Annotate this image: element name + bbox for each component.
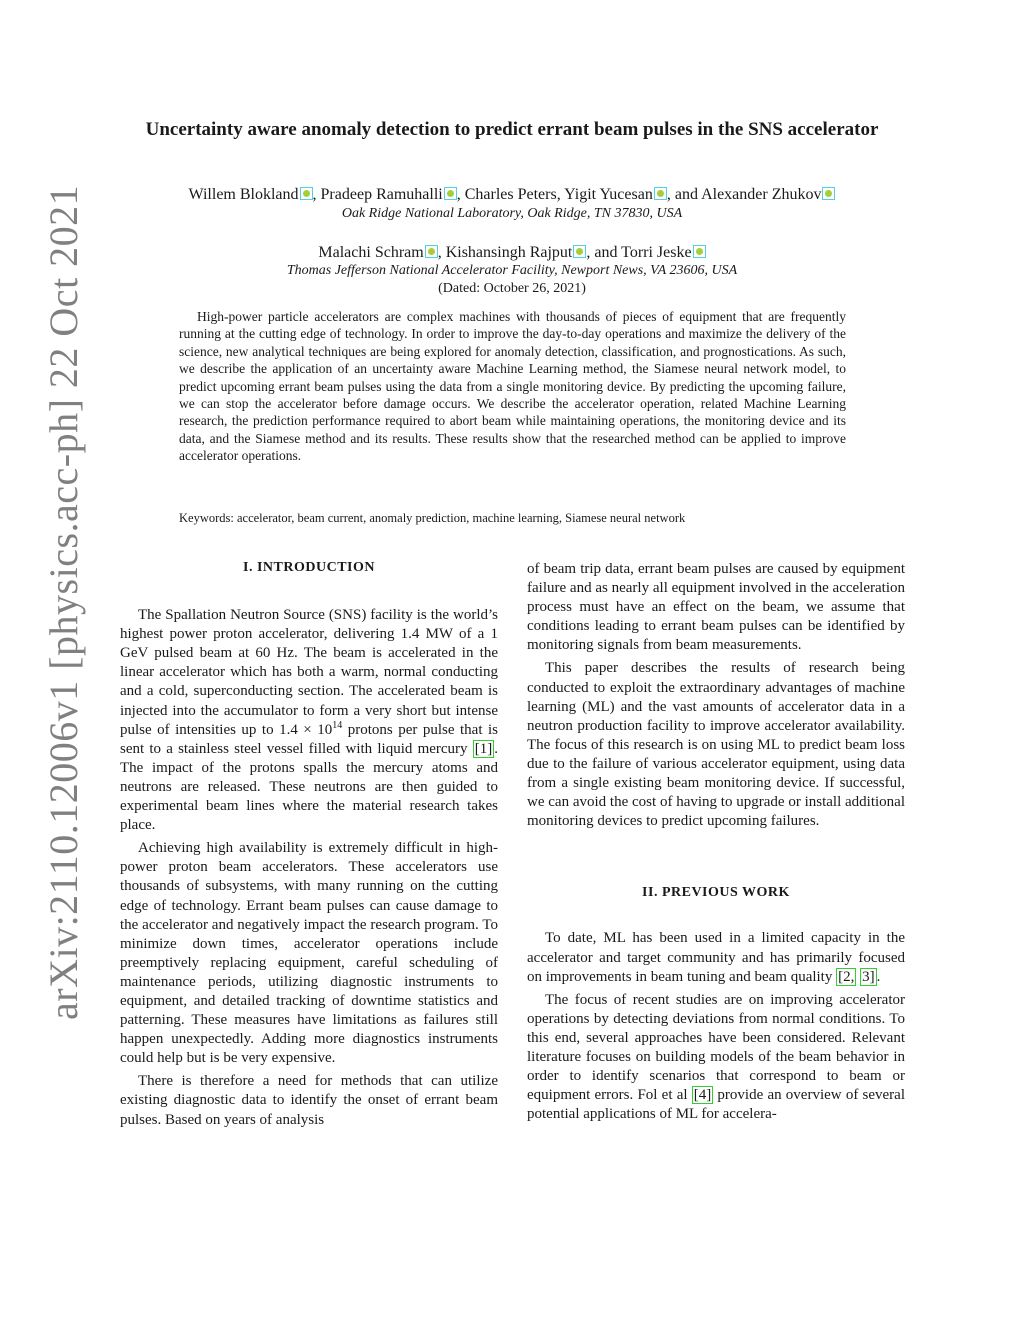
- date-line: (Dated: October 26, 2021): [438, 281, 586, 296]
- author-name: Yigit Yucesan: [564, 186, 653, 203]
- intro-paragraph-3: There is therefore a need for methods that can utilize existing diagnostic data to identify the onset of errant beam pulses. Based on years of analysis: [120, 1073, 498, 1128]
- arxiv-identifier-stamp: arXiv:2110.12006v1 [physics.acc-ph] 22 Oct 2021: [41, 184, 86, 1020]
- section-heading-previous-work: II. PREVIOUS WORK: [642, 885, 790, 901]
- intro-paragraph-3-continued: of beam trip data, errant beam pulses are caused by equipment failure and as nearly all equipment involved in the acceleration process must have an effect on the beam, we assume that conditions leading to errant beam pulses can be identified by monitoring signals from beam measurements.: [527, 561, 905, 654]
- affiliation-jlab: Thomas Jefferson National Accelerator Facility, Newport News, VA 23606, USA: [286, 263, 738, 278]
- right-column: [527, 560, 905, 1124]
- citation-link[interactable]: 3]: [862, 968, 875, 985]
- paper-title: Uncertainty aware anomaly detection to predict errant beam pulses in the SNS accelerator: [145, 119, 879, 140]
- intro-paragraph-4: This paper describes the results of research being conducted to exploit the extraordinary advantages of machine learning (ML) and the vast amounts of accelerator data in a neutron production facility to improve accelerator availability. The focus of this research is on using ML to predict beam loss due to the failure of various accelerator equipment, using data from a single existing beam monitoring device. If successful, we can avoid the cost of having to upgrade or install additional monitoring devices to predict upcoming failures.: [527, 660, 905, 830]
- left-column: [120, 558, 498, 1130]
- orcid-icon[interactable]: [300, 187, 313, 200]
- author-name: Willem Blokland: [188, 186, 299, 203]
- author-name: and Torri Jeske: [594, 244, 692, 261]
- intro-paragraph-2: Achieving high availability is extremely difficult in high-power proton beam accelerators. These accelerators use thousands of subsystems, with many running on the cutting edge of technology. Errant beam pulses can cause damage to the accelerator and negatively impact the research program. To minimize down times, accelerator operations include preemptively replacing equipment, careful scheduling of maintenance periods, utilizing diagnostic instruments to equipment, and detailed tracking of downtime statistics and patterning. These measures have limitations as failures still happen unexpectedly. Adding more diagnostics instruments could help but is be very expensive.: [120, 840, 498, 1067]
- orcid-icon[interactable]: [425, 245, 438, 258]
- exponent: 14: [332, 719, 343, 731]
- prev-p2-text: provide an overview of several potential applications of ML for accelera-: [527, 1087, 905, 1123]
- intro-p1-text: protons per pulse that is sent to a stainless steel vessel filled with liquid mercury: [120, 721, 498, 757]
- author-name: Charles Peters: [464, 186, 557, 203]
- author-name: Kishansingh Rajput: [445, 244, 573, 261]
- intro-p1-text: The Spallation Neutron Source (SNS) facility is the world’s highest power proton accelerator, delivering 1.4 MW of a 1 GeV pulsed beam at 60 Hz. The beam is accelerated in the linear accelerator which has both a warm, normal conducting and a cold, superconducting section. The accelerated beam is injected into the accumulator to form a very short but intense pulse of intensities up to 1.4 × 10: [120, 607, 498, 738]
- author-name: Malachi Schram: [318, 244, 424, 261]
- prev-p1-text: .: [876, 968, 881, 985]
- citation-link[interactable]: [2,: [838, 968, 855, 985]
- orcid-icon[interactable]: [444, 187, 457, 200]
- abstract-text: High-power particle accelerators are complex machines with thousands of pieces of equipment that are frequently running at the cutting edge of technology. In order to improve the day-to-day operations and maximize the delivery of the science, new analytical techniques are being explored for anomaly detection, classification, and prognostications. As such, we describe the application of an uncertainty aware Machine Learning method, the Siamese neural network model, to predict upcoming errant beam pulses using the data from a single monitoring device. By predicting the upcoming failure, we can stop the accelerator before damage occurs. We describe the accelerator operation, related Machine Learning research, the prediction performance required to abort beam while maintaining operations, the monitoring device and its data, and the Siamese method and its results. These results show that the researched method can be applied to improve accelerator operations.: [179, 309, 846, 464]
- prev-p1-text: To date, ML has been used in a limited capacity in the accelerator and target community and has primarily focused on improvements in beam tuning and beam quality: [527, 930, 905, 985]
- author-name: Pradeep Ramuhalli: [320, 186, 443, 203]
- previous-work-paragraph-1: [527, 929, 905, 986]
- orcid-icon[interactable]: [654, 187, 667, 200]
- intro-p1-text: . The impact of the protons spalls the mercury atoms and neutrons are released. These neutrons are then guided to experimental beam lines where the material research takes place.: [120, 740, 498, 834]
- orcid-icon[interactable]: [693, 245, 706, 258]
- previous-work-paragraph-2: [527, 991, 905, 1125]
- author-list-ornl: Willem Blokland , Pradeep Ramuhalli , Charles Peters, Yigit Yucesan , and Alexander Zhukov: [110, 185, 914, 205]
- orcid-icon[interactable]: [822, 187, 835, 200]
- prev-p2-text: The focus of recent studies are on improving accelerator operations by detecting deviations from normal conditions. To this end, several approaches have been considered. Relevant literature focuses on building models of the beam behavior in order to identify scenarios that correspond to beam or equipment errors. Fol et al: [527, 991, 905, 1104]
- orcid-icon[interactable]: [573, 245, 586, 258]
- affiliation-ornl: Oak Ridge National Laboratory, Oak Ridge, TN 37830, USA: [341, 206, 683, 221]
- section-heading-introduction: I. INTRODUCTION: [243, 560, 375, 575]
- intro-paragraph-1: [120, 606, 498, 835]
- citation-link[interactable]: [1]: [474, 740, 493, 757]
- author-list-jlab: Malachi Schram , Kishansingh Rajput , and Torri Jeske: [110, 243, 914, 263]
- abstract: [179, 308, 846, 465]
- keywords: Keywords: accelerator, beam current, anomaly prediction, machine learning, Siamese neural network: [179, 511, 686, 525]
- author-name: and Alexander Zhukov: [674, 186, 822, 203]
- citation-link[interactable]: [4]: [693, 1087, 712, 1104]
